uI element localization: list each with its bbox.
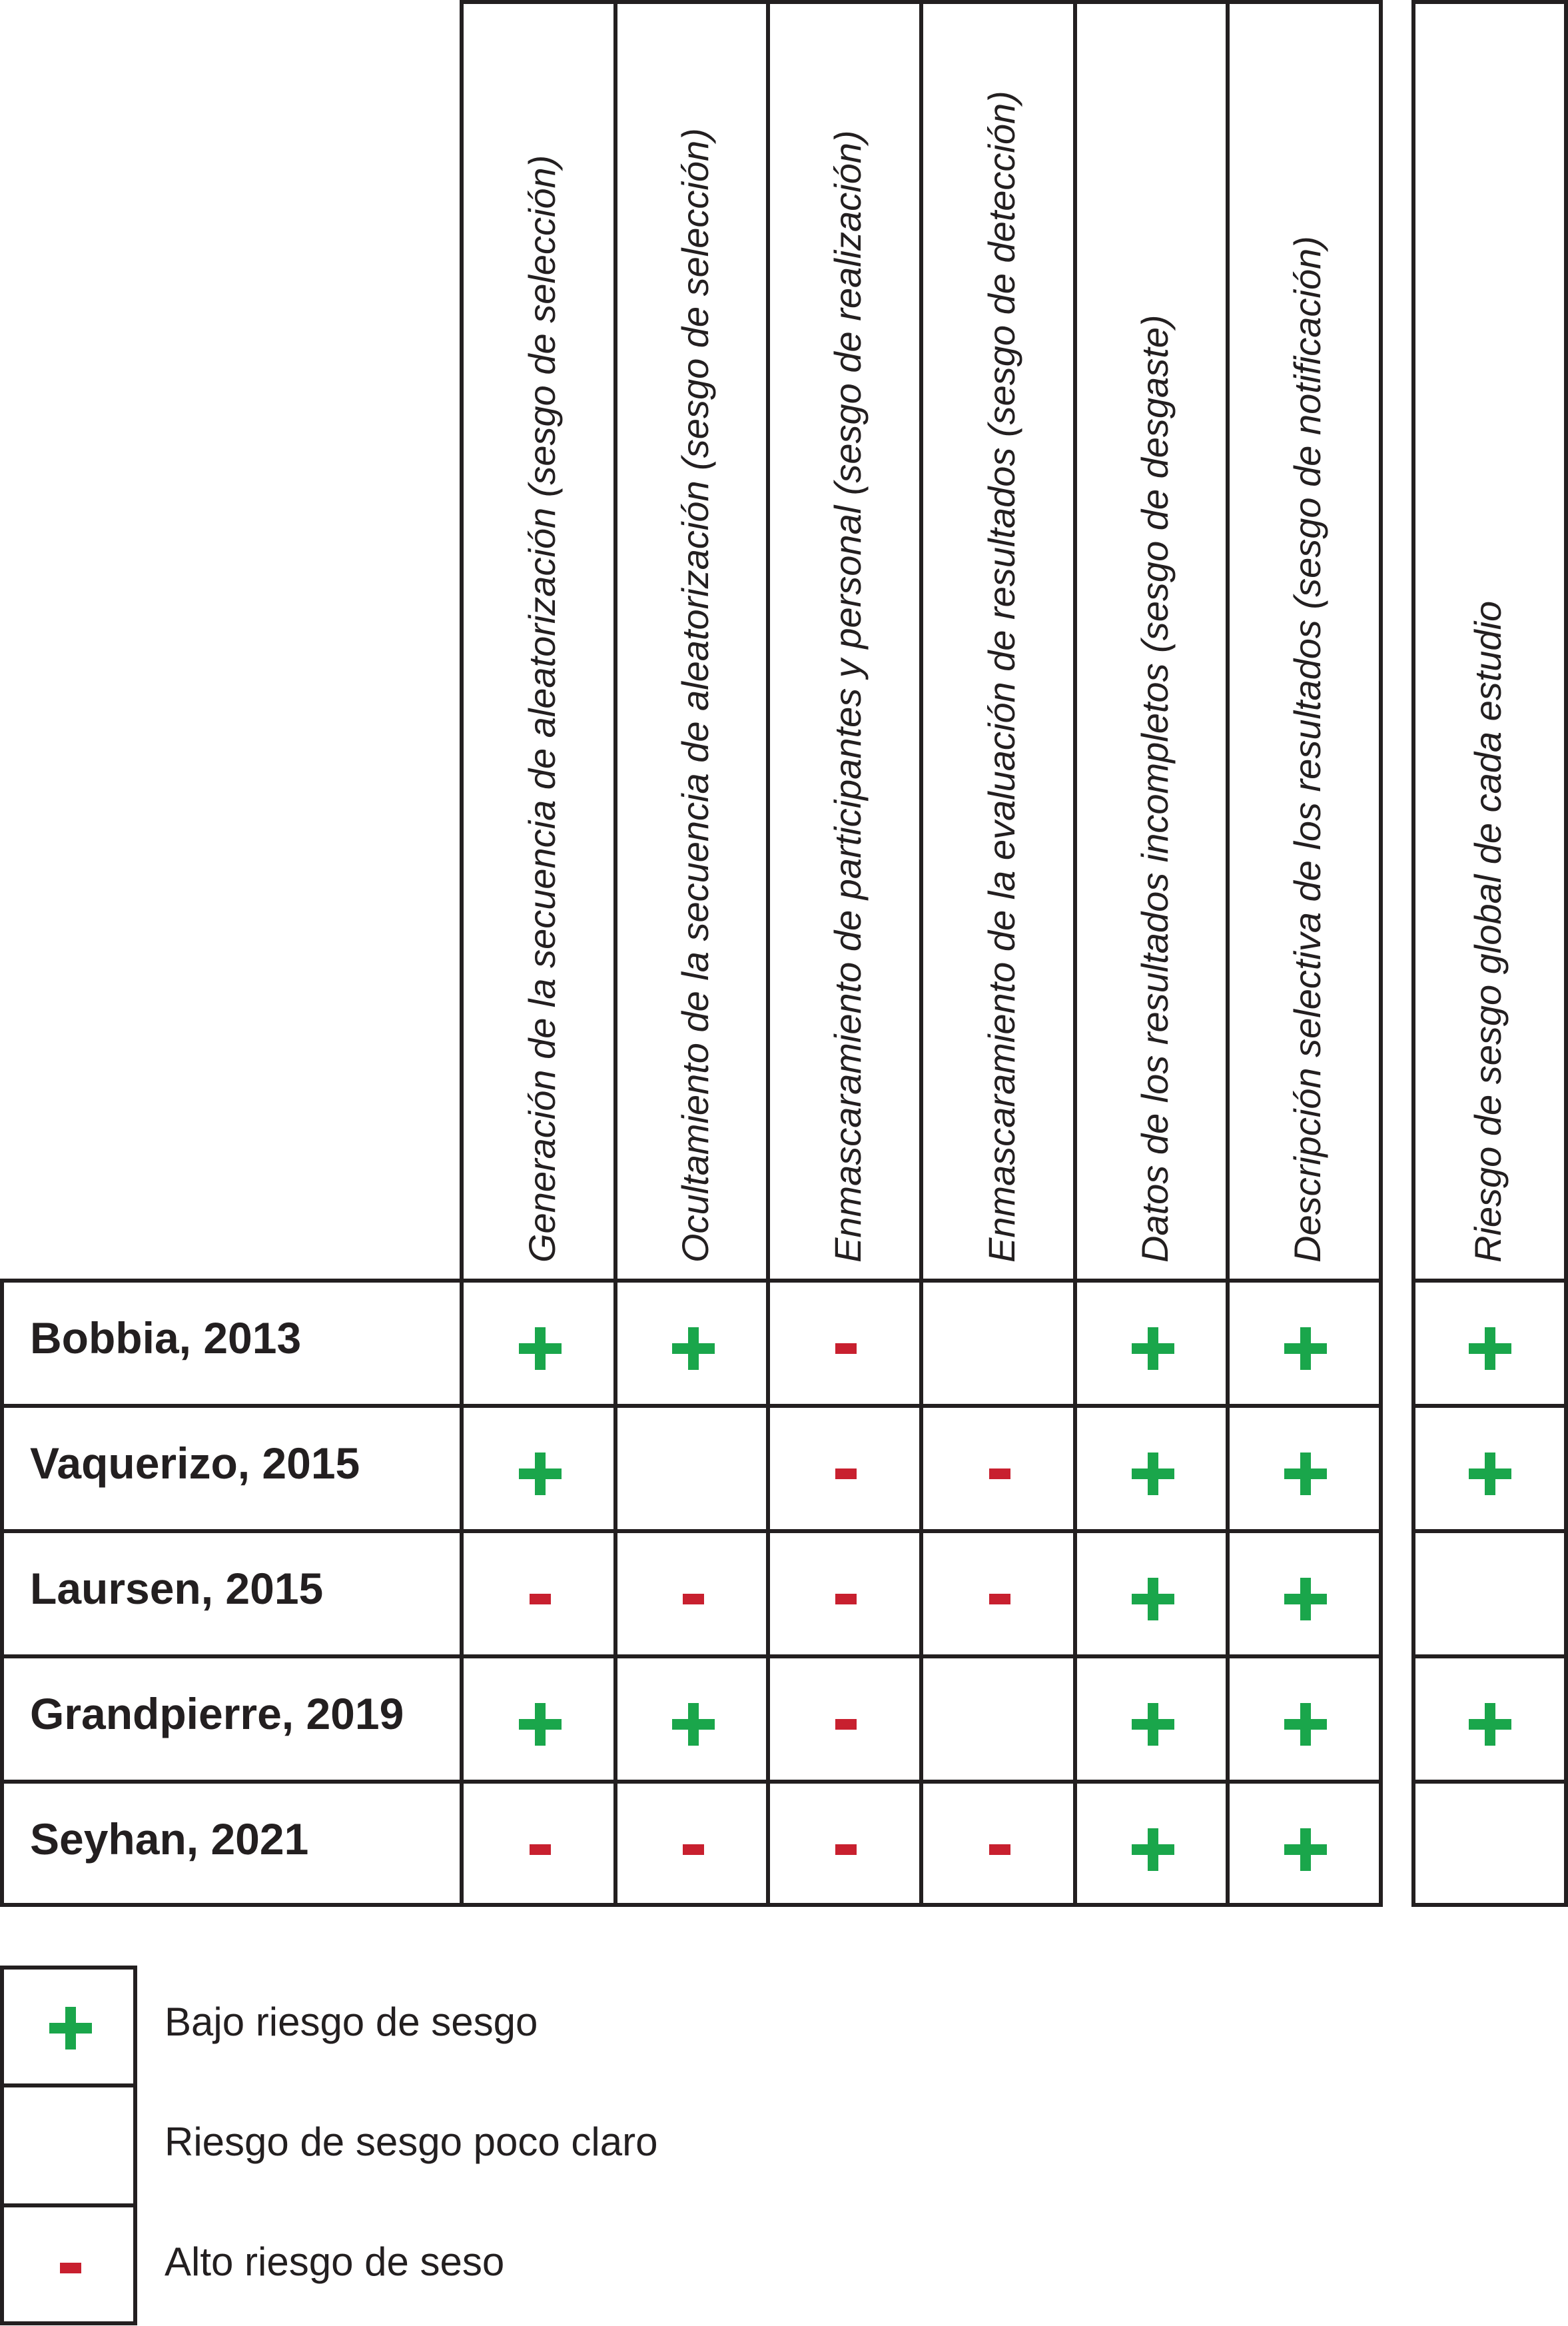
- grid-line-horizontal: [1411, 0, 1568, 4]
- study-name: Bobbia, 2013: [30, 1313, 302, 1363]
- minus-icon: [813, 1441, 879, 1507]
- grid-line-horizontal: [0, 1529, 1381, 1533]
- minus-icon: [660, 1816, 727, 1883]
- grid-line-vertical: [1226, 0, 1230, 1907]
- grid-line-horizontal: [1411, 1654, 1568, 1658]
- legend-border: [0, 2203, 137, 2207]
- plus-icon: [1457, 1441, 1523, 1507]
- grid-line-horizontal: [0, 1404, 1381, 1408]
- plus-icon: [1120, 1441, 1186, 1507]
- plus-icon: [1120, 1816, 1186, 1883]
- legend-border: [0, 2321, 137, 2325]
- plus-icon: [1272, 1315, 1339, 1382]
- grid-line-horizontal: [0, 1279, 1381, 1283]
- legend-label: Bajo riesgo de sesgo: [165, 2000, 538, 2044]
- grid-line-vertical: [766, 0, 770, 1907]
- grid-line-horizontal: [0, 1780, 1381, 1784]
- grid-line-horizontal: [1411, 1279, 1568, 1283]
- plus-icon: [1120, 1315, 1186, 1382]
- overall-column-header: Riesgo de sesgo global de cada estudio: [1466, 600, 1509, 1263]
- grid-line-vertical: [919, 0, 923, 1907]
- plus-icon: [1272, 1441, 1339, 1507]
- legend-border: [0, 2083, 137, 2087]
- column-header: Enmascaramiento de participantes y personal (sesgo de realización): [827, 130, 869, 1263]
- minus-icon: [660, 1566, 727, 1632]
- minus-icon: [967, 1566, 1033, 1632]
- grid-line-horizontal: [462, 0, 1381, 4]
- column-header: Datos de los resultados incompletos (sesgo de desgaste): [1133, 314, 1176, 1263]
- study-name: Laursen, 2015: [30, 1564, 324, 1613]
- grid-line-vertical: [1379, 0, 1383, 1907]
- plus-icon: [660, 1691, 727, 1758]
- grid-line-vertical: [1073, 0, 1077, 1907]
- grid-line-vertical: [1411, 0, 1415, 1907]
- column-header: Generación de la secuencia de aleatorización (sesgo de selección): [520, 155, 563, 1263]
- plus-icon: [1457, 1315, 1523, 1382]
- legend-label: Riesgo de sesgo poco claro: [165, 2119, 658, 2164]
- minus-icon: [507, 1816, 574, 1883]
- minus-icon: [813, 1691, 879, 1758]
- plus-icon: [37, 1995, 104, 2061]
- grid-line-horizontal: [0, 1903, 1381, 1907]
- grid-line-vertical: [1564, 0, 1568, 1907]
- plus-icon: [1457, 1691, 1523, 1758]
- plus-icon: [1272, 1691, 1339, 1758]
- plus-icon: [1120, 1691, 1186, 1758]
- plus-icon: [1120, 1566, 1186, 1632]
- minus-icon: [813, 1816, 879, 1883]
- legend-border: [133, 1966, 137, 2325]
- minus-icon: [967, 1441, 1033, 1507]
- grid-line-horizontal: [1411, 1780, 1568, 1784]
- minus-icon: [967, 1816, 1033, 1883]
- grid-line-vertical: [0, 1281, 4, 1907]
- column-header: Ocultamiento de la secuencia de aleatorización (sesgo de selección): [673, 128, 716, 1263]
- legend-border: [0, 1966, 137, 1970]
- legend-label: Alto riesgo de seso: [165, 2239, 505, 2284]
- minus-icon: [813, 1566, 879, 1632]
- study-name: Grandpierre, 2019: [30, 1689, 404, 1738]
- legend-border: [0, 1966, 4, 2325]
- minus-icon: [507, 1566, 574, 1632]
- grid-line-vertical: [613, 0, 617, 1907]
- plus-icon: [507, 1691, 574, 1758]
- grid-line-horizontal: [1411, 1529, 1568, 1533]
- column-header: Enmascaramiento de la evaluación de resultados (sesgo de detección): [980, 91, 1022, 1263]
- column-header: Descripción selectiva de los resultados (sesgo de notificación): [1286, 236, 1328, 1263]
- minus-icon: [813, 1315, 879, 1382]
- grid-line-vertical: [460, 0, 464, 1907]
- study-name: Vaquerizo, 2015: [30, 1439, 360, 1488]
- plus-icon: [1272, 1816, 1339, 1883]
- grid-line-horizontal: [0, 1654, 1381, 1658]
- plus-icon: [660, 1315, 727, 1382]
- plus-icon: [507, 1315, 574, 1382]
- grid-line-horizontal: [1411, 1404, 1568, 1408]
- plus-icon: [507, 1441, 574, 1507]
- minus-icon: [37, 2235, 104, 2301]
- grid-line-horizontal: [1411, 1903, 1568, 1907]
- study-name: Seyhan, 2021: [30, 1814, 309, 1864]
- plus-icon: [1272, 1566, 1339, 1632]
